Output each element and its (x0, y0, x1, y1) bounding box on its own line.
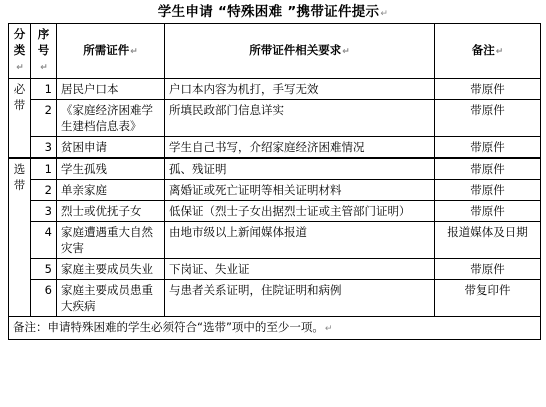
category-cell-optional: 选带 (9, 158, 31, 317)
document-title (0, 3, 546, 23)
requirement-cell: 所填民政部门信息详实 (165, 100, 435, 137)
document-cell: 家庭遭遇重大自然灾害 (57, 222, 165, 259)
header-requirement: 所带证件相关要求↵ (165, 24, 435, 79)
title-text: 学生申请 “特殊困难 ”携带证件提示 (157, 4, 380, 20)
header-remark: 备注↵ (435, 24, 541, 79)
requirement-cell: 户口本内容为机打，手写无效 (165, 79, 435, 100)
remark-cell: 带复印件 (435, 280, 541, 317)
footnote-text: 备注：申请特殊困难的学生必须符合“选带”项中的至少一项。 (13, 320, 324, 334)
paragraph-mark-icon: ↵ (40, 63, 48, 73)
paragraph-mark-icon: ↵ (380, 9, 389, 19)
row-number: 1 (31, 79, 57, 100)
table-row (9, 79, 541, 100)
requirement-cell: 与患者关系证明，住院证明和病例 (165, 280, 435, 317)
requirement-cell: 孤、残证明 (165, 158, 435, 180)
row-number: 3 (31, 201, 57, 222)
paragraph-mark-icon: ↵ (342, 47, 350, 57)
requirement-cell: 由地市级以上新闻媒体报道 (165, 222, 435, 259)
table-row (9, 100, 541, 137)
remark-cell: 带原件 (435, 100, 541, 137)
footnote-row (9, 317, 541, 340)
paragraph-mark-icon: ↵ (495, 47, 504, 57)
row-number: 2 (31, 180, 57, 201)
footnote-cell (9, 317, 541, 340)
document-cell: 学生孤残 (57, 158, 165, 180)
table-row (9, 259, 541, 280)
requirement-cell: 学生自己书写，介绍家庭经济困难情况 (165, 137, 435, 159)
row-number: 5 (31, 259, 57, 280)
header-number: 序号↵ (31, 24, 57, 79)
document-cell: 烈士或优抚子女 (57, 201, 165, 222)
remark-cell: 报道媒体及日期 (435, 222, 541, 259)
table-row (9, 222, 541, 259)
remark-cell: 带原件 (435, 201, 541, 222)
document-cell: 《家庭经济困难学生建档信息表》 (57, 100, 165, 137)
document-cell: 家庭主要成员失业 (57, 259, 165, 280)
paragraph-mark-icon: ↵ (324, 324, 333, 334)
table-header-row (9, 24, 541, 79)
header-document: 所需证件↵ (57, 24, 165, 79)
table-row (9, 137, 541, 159)
table-row (9, 280, 541, 317)
remark-cell: 带原件 (435, 180, 541, 201)
row-number: 2 (31, 100, 57, 137)
document-cell: 单亲家庭 (57, 180, 165, 201)
table-row (9, 201, 541, 222)
row-number: 3 (31, 137, 57, 159)
table-row (9, 158, 541, 180)
remark-cell: 带原件 (435, 158, 541, 180)
table-row (9, 180, 541, 201)
document-cell: 家庭主要成员患重大疾病 (57, 280, 165, 317)
remark-cell: 带原件 (435, 259, 541, 280)
paragraph-mark-icon: ↵ (16, 63, 24, 73)
requirement-cell: 离婚证或死亡证明等相关证明材料 (165, 180, 435, 201)
row-number: 1 (31, 158, 57, 180)
requirement-cell: 下岗证、失业证 (165, 259, 435, 280)
row-number: 4 (31, 222, 57, 259)
document-cell: 居民户口本 (57, 79, 165, 100)
header-category: 分类↵ (9, 24, 31, 79)
category-cell-required: 必带 (9, 79, 31, 159)
row-number: 6 (31, 280, 57, 317)
document-cell: 贫困申请 (57, 137, 165, 159)
remark-cell: 带原件 (435, 79, 541, 100)
requirements-table (8, 23, 541, 340)
paragraph-mark-icon: ↵ (130, 47, 138, 57)
remark-cell: 带原件 (435, 137, 541, 159)
requirement-cell: 低保证（烈士子女出据烈士证或主管部门证明） (165, 201, 435, 222)
